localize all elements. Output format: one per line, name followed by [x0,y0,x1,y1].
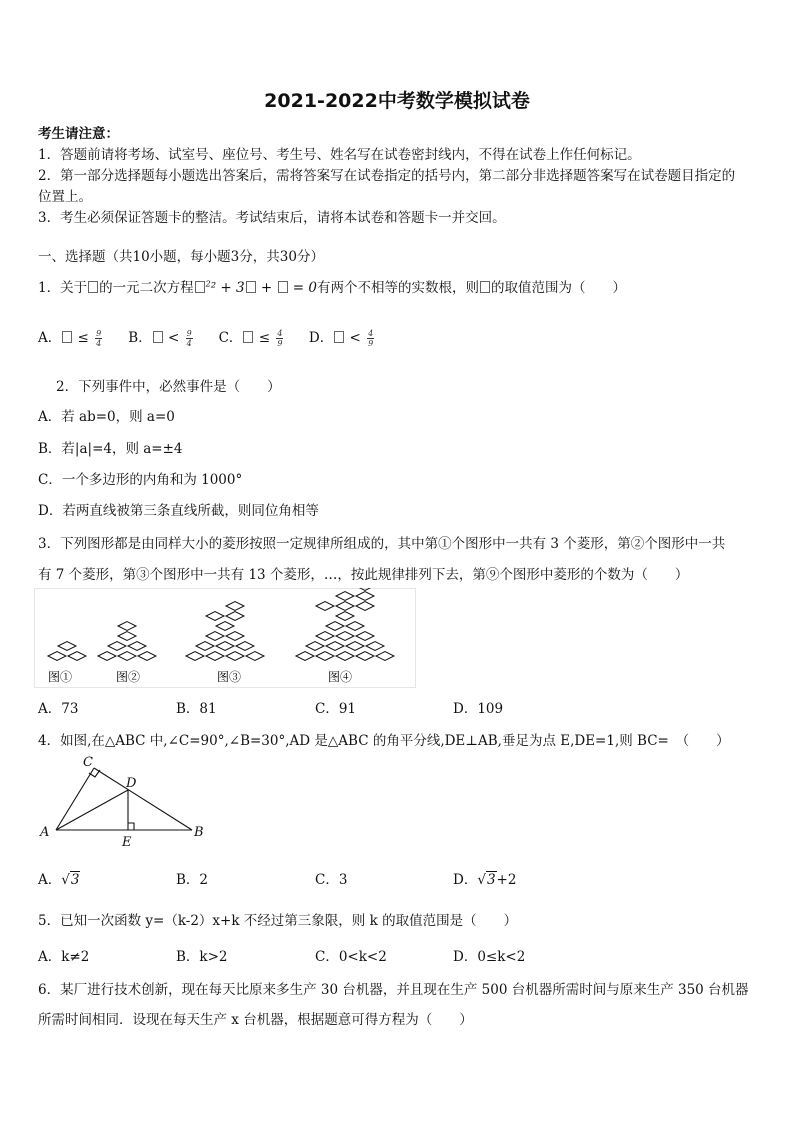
rhombus-shape [206,632,224,641]
rhombus-shape [316,652,334,661]
rhombus-shape [326,642,344,651]
question-3-line2: 有 7 个菱形，第③个图形中一共有 13 个菱形，…，按此规律排列下去，第⑨个图形中菱形的个数为（ ） [38,567,689,583]
notice-item-3: 3．考生必须保证答题卡的整洁。考试结束后，请将本试卷和答题卡一并交回。 [38,210,506,226]
q2-option-d: D．若两直线被第三条直线所截，则同位角相等 [38,503,319,519]
q4-option-a: A．√3 [38,872,80,888]
rhombus-shape [206,652,224,661]
rhombus-shape [296,652,314,661]
rhombus-shape [306,642,324,651]
rhombus-shape [118,632,136,641]
rhombus-shape [226,632,244,641]
rhombus-shape [118,652,136,661]
q2-option-b: B．若|a|=4，则 a=±4 [38,441,183,457]
rhombus-shape [138,652,156,661]
q3-option-b: B．81 [176,701,217,717]
rhombus-shape [346,642,364,651]
rhombus-shape [346,622,364,631]
q5-option-d: D．0≤k<2 [453,949,526,965]
rhombus-shape [246,652,264,661]
question-6-line1: 6．某厂进行技术创新，现在每天比原来多生产 30 台机器，并且现在生产 500 台机器所需时间与原来生产 350 台机器 [38,982,749,998]
notice-item-2: 2．第一部分选择题每小题选出答案后，需将答案写在试卷指定的括号内，第二部分非选择题答案写在试卷题目指定的 [38,168,736,184]
q2-option-c: C．一个多边形的内角和为 1000° [38,472,243,488]
page-title: 2021-2022中考数学模拟试卷 [264,90,530,112]
q5-option-a: A．k≠2 [38,949,90,965]
figure-label-3: 图③ [217,670,242,684]
notice-item-1: 1．答题前请将考场、试室号、座位号、考生号、姓名写在试卷密封线内，不得在试卷上作任何标记。 [38,147,641,163]
q1-stem-b: 的一元二次方程 [99,280,194,296]
rhombus-shape [118,622,136,631]
notice-item-2-cont: 位置上。 [38,189,92,205]
question-4: 4．如图,在△ABC 中,∠C=90°,∠B=30°,AD 是△ABC 的角平分线,DE⊥AB,垂足为点 E,DE=1,则 BC= （ ） [38,733,730,749]
rhombus-shape [226,652,244,661]
placeholder-box-icon [278,281,288,293]
rhombus-shape [356,602,374,611]
q5-option-c: C．0<k<2 [315,949,387,965]
figure-label-2: 图② [116,670,141,684]
q1-option-c: C． ≤ $\frac{4}{9}$ [218,329,283,348]
rhombus-shape [108,642,126,651]
placeholder-box-icon [88,281,98,293]
q1-options [38,326,395,348]
section-heading: 一、选择题（共10小题，每小题3分，共30分） [38,249,324,265]
rhombus-shape [316,632,334,641]
vertex-label-a: A [40,825,50,840]
q4-option-b: B．2 [176,872,209,888]
question-2: 2．下列事件中，必然事件是（ ） [56,379,281,395]
q3-option-d: D．109 [453,701,504,717]
question-3-line1: 3．下列图形都是由同样大小的菱形按照一定规律所组成的，其中第①个图形中一共有 3 个菱形，第②个图形中一共 [38,536,726,552]
rhombus-shape [186,652,204,661]
q1-eq-c: = 0 [288,280,317,296]
rhombus-shape [128,642,146,651]
q1-eq-a: ² + 3 [210,280,245,296]
rhombus-shape [206,612,224,621]
q5-option-b: B．k>2 [176,949,228,965]
rhombus-shape [316,602,334,611]
rhombus-shape [98,652,116,661]
q2-option-a: A．若 ab=0，则 a=0 [38,409,175,425]
vertex-label-b: B [194,825,204,840]
question-1: 1．关于 的一元二次方程 $^2$² + 3 + = 0有两个不相等的实数根，则 的取值范围为（ ） [38,279,626,296]
right-angle-mark-e [128,823,134,830]
sqrt-icon: √3 [61,872,80,888]
question-5: 5．已知一次函数 y=（k-2）x+k 不经过第三象限，则 k 的取值范围是（ ） [38,913,518,929]
segment-ac [56,768,94,830]
rhombus-shape [366,642,384,651]
rhombus-shape [336,602,354,611]
rhombus-shape [196,642,214,651]
figure-label-1: 图① [48,670,73,684]
question-6-line2: 所需时间相同．设现在每天生产 x 台机器，根据题意可得方程为（ ） [38,1012,473,1028]
rhombus-shape [48,652,66,661]
q4-option-c: C．3 [315,872,348,888]
rhombus-shape [58,642,76,651]
q1-eq-b: + [256,280,277,296]
rhombus-shape [216,622,234,631]
q1-option-d: D． < $\frac{4}{9}$ [308,329,374,348]
q1-option-a: A． ≤ $\frac{9}{4}$ [38,329,102,348]
placeholder-box-icon [246,281,256,293]
q1-stem-a: 1．关于 [38,280,88,296]
rhombus-shape [336,612,354,621]
placeholder-box-icon [480,281,490,293]
rhombus-shape [236,642,254,651]
segment-cb [94,768,192,830]
rhombus-shape [356,592,374,601]
vertex-label-c: C [83,755,93,770]
q1-stem-c: 有两个不相等的实数根，则 [316,280,479,296]
vertex-label-d: D [126,776,137,791]
triangle-figure [36,752,212,852]
q3-option-a: A．73 [38,701,79,717]
sqrt-icon: √3 [477,872,496,888]
rhombus-shape [216,642,234,651]
rhombus-shape [226,602,244,611]
rhombus-shape [336,632,354,641]
q3-option-c: C．91 [315,701,357,717]
rhombus-shape [356,652,374,661]
rhombus-shape [336,652,354,661]
placeholder-box-icon [195,281,205,293]
rhombus-shape [226,612,244,621]
rhombus-shape [376,652,394,661]
rhombus-shape [356,632,374,641]
vertex-label-e: E [122,835,132,850]
q1-option-b: B． < $\frac{9}{4}$ [128,329,192,348]
rhombus-shape [326,622,344,631]
figure-label-4: 图④ [328,670,353,684]
q1-stem-d: 的取值范围为（ ） [490,280,626,296]
q4-option-d: D．√3+2 [453,872,517,888]
notice-heading: 考生请注意： [38,126,119,142]
rhombus-shape [68,652,86,661]
rhombus-shape [336,592,354,601]
segment-ad [56,790,128,830]
rhombus-pattern-figure [34,588,416,688]
